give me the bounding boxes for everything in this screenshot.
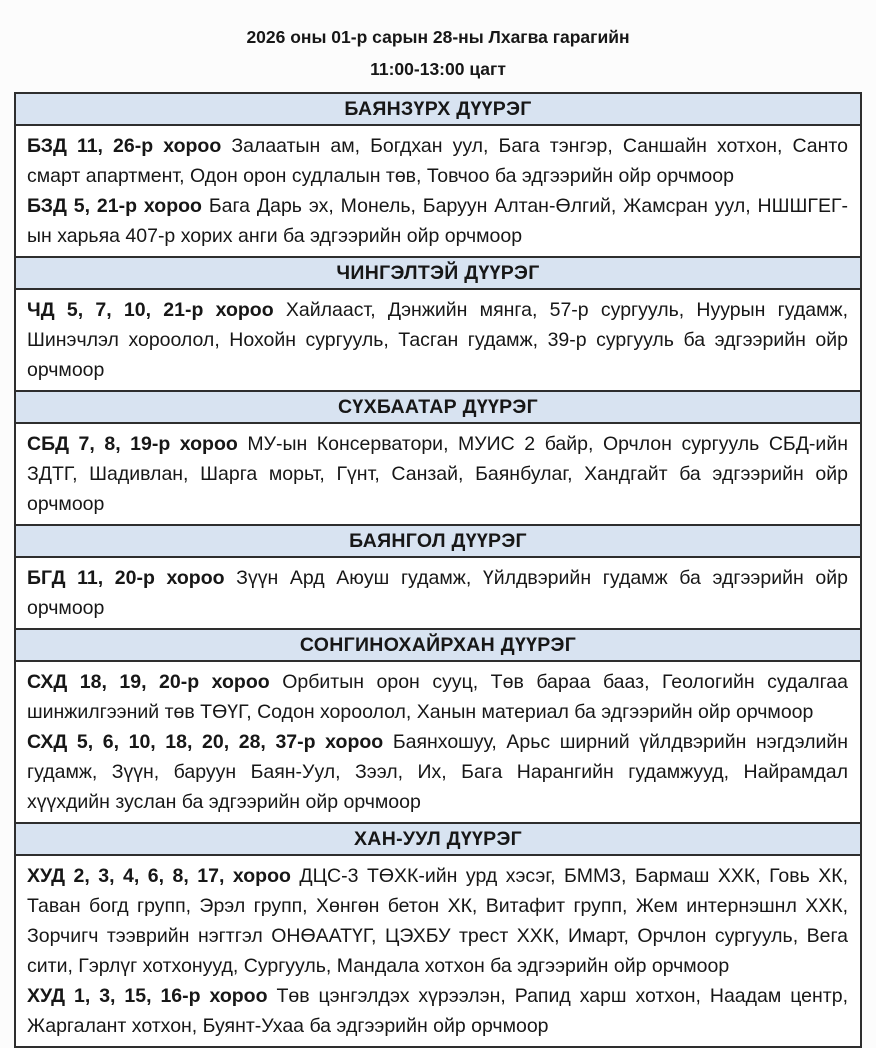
- khoroo-label: СХД 18, 19, 20-р хороо: [27, 671, 270, 693]
- khoroo-row: [27, 861, 848, 981]
- area-list: Залаатын ам, Богдхан уул, Бага тэнгэр, Саншайн хотхон, Санто смарт апартмент, Одон орон судлалын төв, Товчоо ба эдгээрийн ойр орчмоор: [27, 135, 848, 187]
- district-section: [16, 94, 860, 256]
- area-list: Хайлааст, Дэнжийн мянга, 57-р сургууль, Нуурын гудамж, Шинэчлэл хороолол, Нохойн сургууль, Тасган гудамж, 39-р сургууль ба эдгээрийн ойр орчмоор: [27, 299, 848, 381]
- area-list: ДЦС-3 ТӨХК-ийн урд хэсэг, БММЗ, Бармаш ХХК, Говь ХК, Таван богд групп, Эрэл групп, Хөнгөн бетон ХК, Витафит групп, Жем интернэшнл ХХК, Зорчигч тээврийн нэгтгэл ОНӨААТҮГ, ЦЭХБУ трест ХХК, Имарт, Орчлон сургууль, Вега сити, Гэрлүг хотхонууд, Сургууль, Мандала хотхон ба эдгээрийн ойр орчмоор: [27, 865, 849, 977]
- area-list: Баянхошуу, Арьс ширний үйлдвэрийн нэгдэлийн гудамж, Зүүн, баруун Баян-Уул, Зээл, Их, Бага Нарангийн гудамжууд, Найрамдал хүүхдийн зуслан ба эдгээрийн ойр орчмоор: [27, 731, 849, 813]
- district-section-content: [16, 290, 860, 390]
- district-section-header: ХАН-УУЛ ДҮҮРЭГ: [16, 822, 860, 856]
- district-section: [16, 822, 860, 1046]
- area-list: Орбитын орон сууц, Төв бараа бааз, Геологийн судалгаа шинжилгээний төв ТӨҮГ, Содон хороолол, Ханын материал ба эдгээрийн ойр орчмоор: [27, 671, 848, 723]
- document-title-time: 11:00-13:00 цагт: [370, 59, 506, 79]
- district-section-header: БАЯНГОЛ ДҮҮРЭГ: [16, 524, 860, 558]
- khoroo-row: [27, 429, 848, 519]
- khoroo-label: БЗД 5, 21-р хороо: [27, 195, 202, 217]
- district-section-content: [16, 558, 860, 628]
- area-list: Төв цэнгэлдэх хүрээлэн, Рапид харш хотхон, Наадам центр, Жаргалант хотхон, Буянт-Ухаа ба эдгээрийн ойр орчмоор: [27, 985, 848, 1037]
- district-section-content: [16, 662, 860, 822]
- document-title-date: 2026 оны 01-р сарын 28-ны Лхагва гарагийн: [246, 27, 630, 47]
- khoroo-label: СБД 7, 8, 19-р хороо: [27, 433, 238, 455]
- khoroo-label: ХУД 2, 3, 4, 6, 8, 17, хороо: [27, 865, 291, 887]
- khoroo-label: СХД 5, 6, 10, 18, 20, 28, 37-р хороо: [27, 731, 384, 753]
- khoroo-row: [27, 131, 848, 191]
- khoroo-label: ХУД 1, 3, 15, 16-р хороо: [27, 985, 268, 1007]
- district-section: [16, 256, 860, 390]
- area-list: МУ-ын Консерватори, МУИС 2 байр, Орчлон сургууль СБД-ийн ЗДТГ, Шадивлан, Шарга морьт, Гүнт, Санзай, Баянбулаг, Хандгайт ба эдгээрийн ойр орчмоор: [27, 433, 848, 515]
- district-section-content: [16, 856, 860, 1046]
- district-section-header: СҮХБААТАР ДҮҮРЭГ: [16, 390, 860, 424]
- khoroo-row: [27, 727, 848, 817]
- district-section: [16, 524, 860, 628]
- outage-schedule-table: [14, 92, 862, 1048]
- khoroo-row: [27, 667, 848, 727]
- khoroo-row: [27, 981, 848, 1041]
- khoroo-row: [27, 563, 848, 623]
- khoroo-row: [27, 295, 848, 385]
- area-list: Зүүн Ард Аюуш гудамж, Үйлдвэрийн гудамж ба эдгээрийн ойр орчмоор: [27, 567, 848, 619]
- district-section-header: ЧИНГЭЛТЭЙ ДҮҮРЭГ: [16, 256, 860, 290]
- district-section-content: [16, 126, 860, 256]
- district-section-header: БАЯНЗҮРХ ДҮҮРЭГ: [16, 94, 860, 126]
- khoroo-label: БЗД 11, 26-р хороо: [27, 135, 222, 157]
- khoroo-label: БГД 11, 20-р хороо: [27, 567, 225, 589]
- district-section-header: СОНГИНОХАЙРХАН ДҮҮРЭГ: [16, 628, 860, 662]
- district-section: [16, 390, 860, 524]
- district-section: [16, 628, 860, 822]
- khoroo-label: ЧД 5, 7, 10, 21-р хороо: [27, 299, 274, 321]
- area-list: Бага Дарь эх, Монель, Баруун Алтан-Өлгий, Жамсран уул, НШШГЕГ-ын харьяа 407-р хорих анги ба эдгээрийн ойр орчмоор: [27, 195, 849, 247]
- khoroo-row: [27, 191, 848, 251]
- district-section-content: [16, 424, 860, 524]
